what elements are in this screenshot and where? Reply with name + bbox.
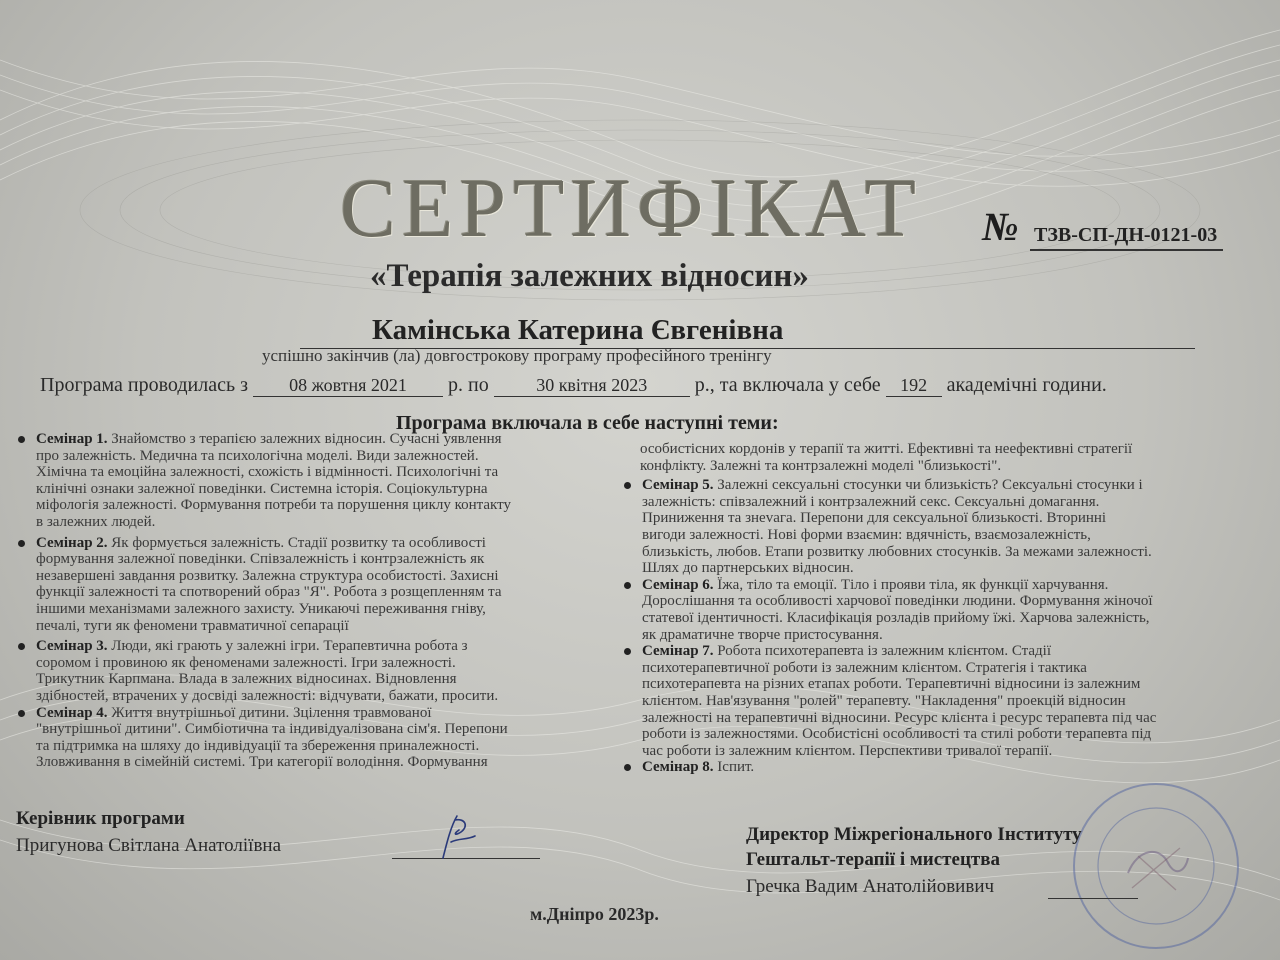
seminar-line: Залежні сексуальні стосунки чи близькість? Сексуальні стосунки і [717,477,1143,494]
seminar-label: Семінар 6. [642,576,714,593]
seminar-item [620,759,1280,776]
seminar-label: Семінар 3. [36,638,108,655]
seminar-item [14,638,592,704]
seminar-line: час роботи із залежним клієнтом. Перспективи тривалої терапії. [642,742,1053,759]
seminar-item [14,705,592,771]
seminar-line: Як формується залежність. Стадії розвитку та особливості [111,534,486,551]
seminar-line: психотерапевтичної роботи із залежним клієнтом. Стратегія і тактика [642,659,1087,676]
bullet-icon [624,764,631,771]
seminar-continuation [620,441,1280,474]
course-title: «Терапія залежних відносин» [370,258,809,294]
seminar-line: Іспит. [717,759,755,776]
director-title-line: Директор Міжрегіонального Інституту [746,824,1082,845]
director-title [746,822,1082,872]
program-head-title: Керівник програми [16,808,185,829]
seminar-line: вигоди залежності. Нові форми взаємин: вдячність, взаємозалежність, [642,526,1091,543]
bullet-icon [18,710,25,717]
institute-stamp [1068,778,1243,953]
city-year: м.Дніпро 2023р. [530,904,659,924]
seminar-line: Трикутник Карпмана. Влада в залежних відносинах. Відновлення [36,671,457,688]
seminar-line: Шлях до партнерських відносин. [642,560,854,577]
bullet-icon [18,540,25,547]
recipient-name: Камінська Катерина Євгенівна [300,312,1195,349]
seminar-label: Семінар 8. [642,759,714,776]
seminar-line: іншими механізмами залежного захисту. Уникаючі переживання гніву, [36,600,486,617]
seminar-line: Знайомство з терапією залежних відносин. Сучасні уявлення [111,431,502,447]
seminar-line: функції залежності та спотворений образ "Я". Робота з розщепленням та [36,584,502,601]
topics-heading: Програма включала в себе наступні теми: [396,412,779,434]
seminar-line: Зловживання в сімейній системі. Три категорії володіння. Формування [36,754,488,771]
bullet-icon [624,582,631,589]
seminar-item [14,535,592,635]
end-date: 30 квітня 2023 [494,375,690,397]
seminar-line: та підтримка на шляху до індивідуації та збереження приналежності. [36,737,480,754]
period-mid: р. по [448,374,489,396]
seminar-line: Приниження та знevага. Перепони для сексуальної близькості. Вторинні [642,510,1107,527]
seminar-line: "внутрішньої дитини". Симбіотична та індивідуалізована сім'я. Перепони [36,721,508,738]
bullet-icon [18,436,25,443]
seminar-line: Дорослішання та особливості харчової поведінки людини. Формування жіночої [642,593,1153,610]
seminar-line: статевої ідентичності. Класифікація розладів прийому їжі. Харчова залежність, [642,609,1150,626]
bullet-icon [18,643,25,650]
bullet-icon [624,648,631,655]
seminars-right-column [620,441,1280,776]
seminar-line: про залежність. Медична та психологічна моделі. Види залежностей. [36,447,479,464]
period-prefix: Програма проводилась з [40,374,248,396]
number-sign: № [982,204,1019,249]
seminar-item [14,431,592,531]
hours-value: 192 [886,375,942,397]
seminar-line: здібностей, втрачених у досвіді залежності: відчувати, бажати, просити. [36,687,499,704]
seminar-label: Семінар 4. [36,704,108,721]
seminar-line: клієнтом. Нав'язування "ролей" терапевту. "Накладення" проекцій відносин [642,692,1126,709]
seminar-line: міфологія залежності. Формування потреби та порушення циклу контакту [36,497,511,514]
seminar-line: роботи із залежностями. Особистісні особливості та стилі роботи терапевта під [642,726,1152,743]
seminar-line: конфлікту. Залежні та контрзалежні моделі "близькості". [640,457,1002,474]
seminar-line: печалі, туги як феномени травматичної сепарації [36,617,349,634]
signature-icon [425,812,495,862]
completion-statement: успішно закінчив (ла) довгострокову програму професійного тренінгу [262,346,772,365]
seminar-line: залежність: співзалежний і контрзалежний секс. Сексуальні домагання. [642,493,1100,510]
start-date: 08 жовтня 2021 [253,375,443,397]
seminar-item [620,577,1280,643]
certificate-number: ТЗВ-СП-ДН-0121-03 [1030,224,1223,251]
seminar-line: особистісних кордонів у терапії та житті. Ефективні та неефективні стратегії [640,441,1133,457]
seminar-line: психотерапевта на різних етапах роботи. Терапевтичні відносини із залежним [642,676,1141,693]
seminar-line: соромом і провиною як феноменами залежності. Ігри залежності. [36,654,456,671]
seminar-line: формування залежної поведінки. Співзалежність і контрзалежність як [36,551,485,568]
seminar-line: Життя внутрішньої дитини. Зцілення травмованої [111,704,432,721]
seminar-line: Люди, які грають у залежні ігри. Терапевтична робота з [111,638,468,655]
seminar-label: Семінар 5. [642,477,714,494]
period-mid2: р., та включала у себе [694,374,881,396]
seminar-label: Семінар 1. [36,431,108,447]
director-signature-line [1048,898,1138,899]
seminar-line: залежності на терапевтичні відносини. Ресурс клієнта і ресурс терапевта під час [642,709,1157,726]
seminars-left-column [14,431,592,771]
program-period [40,374,1107,397]
period-suffix: академічні години. [946,374,1107,396]
seminar-item [620,477,1280,577]
director-name: Гречка Вадим Анатолійовивич [746,876,995,897]
seminar-label: Семінар 7. [642,643,714,660]
seminar-line: Робота психотерапевта із залежним клієнтом. Стадії [717,643,1052,660]
seminar-item [620,643,1280,759]
seminar-line: як драматичне творче пристосування. [642,626,883,643]
seminar-line: незавершені завдання розвитку. Залежна структура особистості. Захисні [36,567,499,584]
program-head-name: Пригунова Світлана Анатоліївна [16,835,282,856]
seminar-label: Семінар 2. [36,534,108,551]
seminar-line: Хімічна та емоційна залежності, схожість і відмінності. Психологічні та [36,464,499,481]
seminar-line: клінічні ознаки залежної поведінки. Системна історія. Соціокультурна [36,480,488,497]
seminar-line: Їжа, тіло та емоції. Тіло і прояви тіла, як функції харчування. [717,576,1109,593]
certificate-title: СЕРТИФІКАТ [340,162,923,255]
seminar-line: близькість, любов. Етапи розвитку любовних стосунків. За межами залежності. [642,543,1152,560]
bullet-icon [624,482,631,489]
seminar-line: в залежних людей. [36,513,156,530]
director-title-line: Гештальт-терапії і мистецтва [746,849,1000,870]
